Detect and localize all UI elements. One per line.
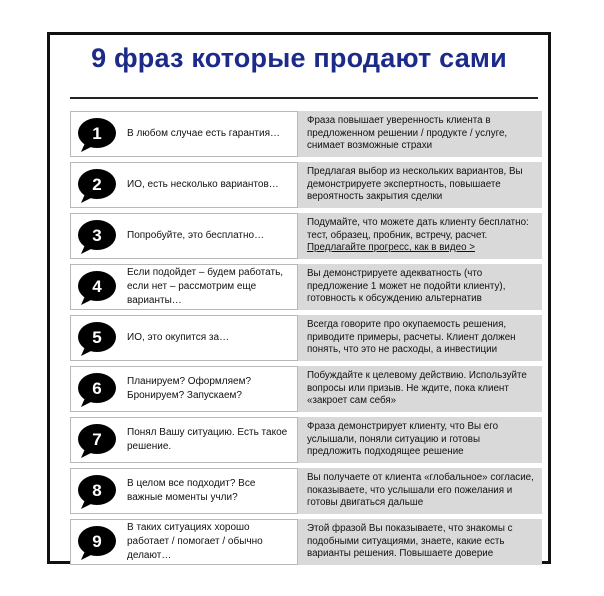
phrase-text: Если подойдет – будем работать, если нет – рассмотрим еще варианты… bbox=[127, 267, 284, 306]
item-number: 4 bbox=[92, 277, 102, 296]
title-divider bbox=[70, 97, 538, 99]
item-number: 6 bbox=[92, 379, 102, 398]
phrase-cell bbox=[70, 468, 298, 514]
list-item bbox=[70, 111, 542, 157]
item-number: 1 bbox=[92, 124, 102, 143]
explanation-cell bbox=[298, 417, 542, 463]
phrase-cell bbox=[70, 366, 298, 412]
item-number: 7 bbox=[92, 430, 102, 449]
phrase-cell bbox=[70, 213, 298, 259]
explanation-cell bbox=[298, 264, 542, 310]
page-title: 9 фраз которые продают сами bbox=[91, 43, 507, 73]
phrase-cell bbox=[70, 111, 298, 157]
explanation-cell bbox=[298, 366, 542, 412]
phrase-text: Попробуйте, это бесплатно… bbox=[127, 230, 265, 241]
item-number: 9 bbox=[92, 532, 102, 551]
phrase-text: Планируем? Оформляем? Бронируем? Запускаем? bbox=[127, 376, 252, 401]
explanation-cell bbox=[298, 213, 542, 259]
list-item bbox=[70, 162, 542, 208]
explanation-text: Вы получаете от клиента «глобальное» согласие, показываете, что услышали его пожелания и готовы двигаться дальше bbox=[307, 472, 534, 509]
phrase-text: ИО, это окупится за… bbox=[127, 332, 230, 343]
explanation-cell bbox=[298, 162, 542, 208]
list-item bbox=[70, 366, 542, 412]
phrase-cell bbox=[70, 519, 298, 565]
list-item bbox=[70, 264, 542, 310]
phrase-text: ИО, есть несколько вариантов… bbox=[127, 179, 279, 190]
list-item bbox=[70, 519, 542, 565]
phrase-text: В целом все подходит? Все важные моменты учли? bbox=[127, 478, 256, 503]
item-number: 5 bbox=[92, 328, 102, 347]
explanation-text: Вы демонстрируете адекватность (что предложение 1 может не подойти клиенту), готовность к обсуждению альтернатив bbox=[307, 268, 506, 305]
phrase-cell bbox=[70, 264, 298, 310]
explanation-text: Фраза демонстрирует клиенту, что Вы его услышали, поняли ситуацию и готовы предложить подходящее решение bbox=[307, 421, 499, 458]
explanation-text: Побуждайте к целевому действию. Используйте вопросы или призыв. Не ждите, пока клиент «закроет сам себя» bbox=[307, 370, 527, 407]
explanation-text: Предлагая выбор из нескольких вариантов, Вы демонстрируете экспертность, повышаете вероятность закрытия сделки bbox=[307, 166, 523, 203]
phrase-text: В любом случае есть гарантия… bbox=[127, 128, 281, 139]
phrase-cell bbox=[70, 162, 298, 208]
explanation-cell bbox=[298, 315, 542, 361]
phrase-text: Понял Вашу ситуацию. Есть такое решение. bbox=[127, 427, 288, 452]
explanation-text: Всегда говорите про окупаемость решения, приводите примеры, расчеты. Клиент должен понять, что это не расходы, а инвестиции bbox=[307, 319, 516, 356]
item-number: 2 bbox=[92, 175, 102, 194]
infographic-frame bbox=[47, 32, 551, 564]
list-item bbox=[70, 468, 542, 514]
explanation-text: Этой фразой Вы показываете, что знакомы с подобными ситуациями, знаете, какие есть варианты решения. Повышаете доверие bbox=[307, 523, 513, 560]
list-item bbox=[70, 213, 542, 259]
explanation-text: Фраза повышает уверенность клиента в предложенном решении / продукте / услуге, снимает возможные страхи bbox=[307, 115, 508, 152]
explanation-cell bbox=[298, 111, 542, 157]
list-item bbox=[70, 417, 542, 463]
phrase-cell bbox=[70, 315, 298, 361]
item-number: 8 bbox=[92, 481, 102, 500]
phrase-text: В таких ситуациях хорошо работает / помогает / обычно делают… bbox=[127, 522, 263, 561]
video-link[interactable]: Предлагайте прогресс, как в видео > bbox=[307, 242, 475, 254]
phrase-cell bbox=[70, 417, 298, 463]
explanation-text: Подумайте, что можете дать клиенту бесплатно: тест, образец, пробник, встречу, расчет. bbox=[307, 217, 529, 241]
item-number: 3 bbox=[92, 226, 102, 245]
explanation-cell bbox=[298, 468, 542, 514]
explanation-cell bbox=[298, 519, 542, 565]
list-item bbox=[70, 315, 542, 361]
